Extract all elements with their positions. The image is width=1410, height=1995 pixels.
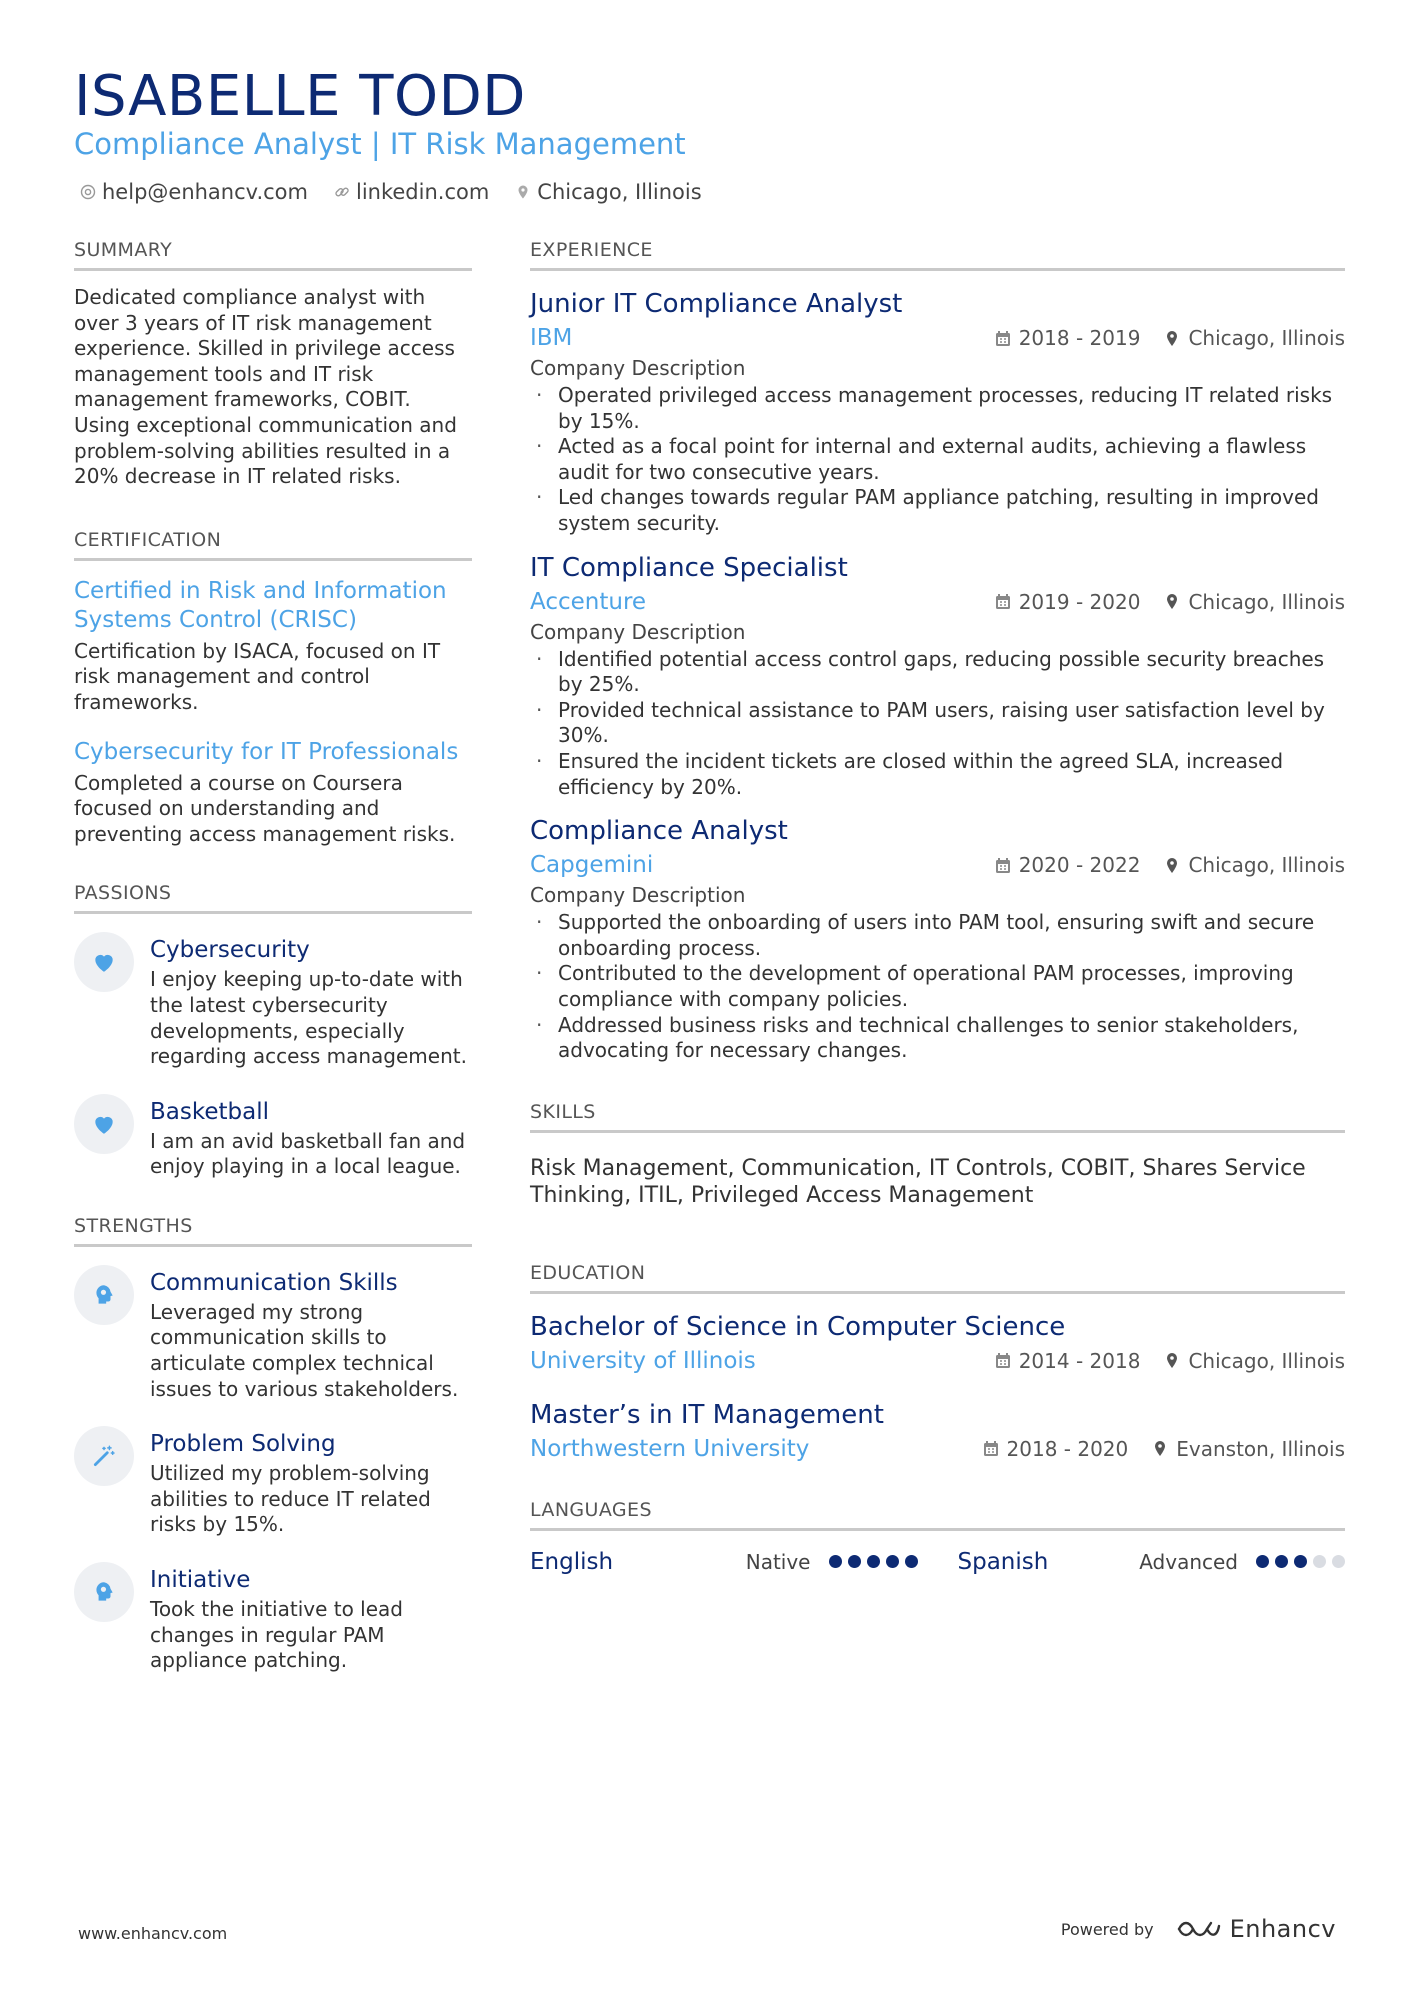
email-text: help@enhancv.com (102, 180, 308, 204)
rating-dot-empty (1332, 1555, 1345, 1568)
strength-icon-wrap (74, 1562, 134, 1622)
strength-desc: Utilized my problem-solving abilities to reduce IT related risks by 15%. (150, 1461, 431, 1537)
education-heading: EDUCATION (530, 1261, 1345, 1294)
location-pin-icon (1164, 593, 1180, 610)
company-name: IBM (530, 325, 573, 351)
education-section (530, 1261, 1345, 1464)
strength-title: Problem Solving (150, 1431, 336, 1458)
company-description: Company Description (530, 883, 746, 908)
rating-dot-filled (886, 1555, 899, 1568)
heart-icon (91, 1111, 117, 1137)
strength-item (74, 1265, 472, 1402)
experience-section (530, 238, 1345, 1064)
passion-title: Cybersecurity (150, 937, 310, 964)
magic-wand-icon (91, 1443, 117, 1469)
skills-text: Risk Management, Communication, IT Controls, COBIT, Shares Service Thinking, ITIL, Privileged Access Management (530, 1155, 1306, 1208)
job-location: Chicago, Illinois (1188, 589, 1345, 614)
candidate-name: ISABELLE TODD (74, 64, 526, 129)
passion-icon-wrap (74, 1094, 134, 1154)
passions-heading: PASSIONS (74, 881, 472, 914)
brand-name: Enhancv (1229, 1915, 1336, 1943)
certification-title: Cybersecurity for IT Professionals (74, 738, 459, 765)
rating-dot-filled (829, 1555, 842, 1568)
job-bullets (530, 647, 1345, 801)
strengths-heading: STRENGTHS (74, 1214, 472, 1247)
education-dates: 2018 - 2020 (1006, 1436, 1129, 1461)
language-rating (829, 1555, 918, 1568)
strength-item (74, 1562, 472, 1674)
experience-heading: EXPERIENCE (530, 238, 1345, 271)
job-bullet: · Operated privileged access management processes, reducing IT related risks by 15%. (530, 383, 1345, 434)
company-name: Capgemini (530, 852, 654, 879)
rating-dot-empty (1313, 1555, 1326, 1568)
certification-section (74, 528, 472, 848)
footer-branding (1061, 1915, 1336, 1943)
location-text: Chicago, Illinois (537, 180, 702, 204)
passion-title: Basketball (150, 1098, 269, 1125)
degree-title: Bachelor of Science in Computer Science (530, 1311, 1066, 1342)
passion-desc: I enjoy keeping up-to-date with the latest cybersecurity developments, especially regarding access management. (150, 967, 467, 1069)
languages-section (530, 1498, 1345, 1577)
job-bullet: · Identified potential access control gaps, reducing possible security breaches by 25%. (530, 647, 1345, 698)
location-pin-icon (1164, 1352, 1180, 1369)
contact-email[interactable] (80, 178, 308, 206)
head-gear-icon (91, 1282, 117, 1308)
calendar-icon (995, 1352, 1011, 1369)
passion-icon-wrap (74, 932, 134, 992)
language-level: Native (745, 1549, 811, 1574)
education-entry (530, 1398, 1345, 1464)
job-dates: 2018 - 2019 (1018, 326, 1141, 350)
contact-bar (80, 178, 702, 206)
footer-website[interactable]: www.enhancv.com (78, 1924, 228, 1943)
rating-dot-filled (1275, 1555, 1288, 1568)
enhancv-logo-icon (1176, 1917, 1222, 1941)
education-location: Chicago, Illinois (1188, 1348, 1345, 1373)
certification-desc: Certification by ISACA, focused on IT risk management and control frameworks. (74, 638, 441, 714)
job-bullets (530, 383, 1345, 537)
language-name: English (530, 1548, 614, 1575)
job-bullets (530, 910, 1345, 1064)
job-title: IT Compliance Specialist (530, 552, 848, 583)
language-item (958, 1547, 1346, 1577)
degree-title: Master’s in IT Management (530, 1399, 884, 1430)
job-location: Chicago, Illinois (1188, 853, 1345, 878)
passion-item (74, 932, 472, 1069)
location-pin-icon (1152, 1440, 1168, 1457)
job-entry (530, 814, 1345, 1064)
rating-dot-filled (905, 1555, 918, 1568)
certification-heading: CERTIFICATION (74, 528, 472, 561)
head-gear-icon (91, 1579, 117, 1605)
strength-desc: Leveraged my strong communication skills to articulate complex technical issues to various stakeholders. (150, 1299, 459, 1401)
company-description: Company Description (530, 619, 746, 644)
language-name: Spanish (957, 1548, 1049, 1575)
skills-heading: SKILLS (530, 1100, 1345, 1133)
passions-section (74, 881, 472, 1180)
location-pin-icon (1164, 330, 1180, 347)
job-bullet: · Ensured the incident tickets are closed within the agreed SLA, increased efficiency by 20%. (530, 749, 1345, 800)
strength-item (74, 1426, 472, 1538)
right-column (530, 238, 1345, 1577)
languages-heading: LANGUAGES (530, 1498, 1345, 1531)
job-bullet: · Contributed to the development of operational PAM processes, improving compliance with company policies. (530, 961, 1345, 1012)
calendar-icon (995, 330, 1011, 347)
certification-title: Certified in Risk and Information Systems Control (CRISC) (74, 577, 447, 633)
link-icon (334, 184, 350, 200)
job-bullet: · Provided technical assistance to PAM users, raising user satisfaction level by 30%. (530, 698, 1345, 749)
job-dates: 2019 - 2020 (1018, 589, 1141, 614)
strengths-section (74, 1214, 472, 1674)
company-name: Accenture (530, 588, 647, 615)
linkedin-text: linkedin.com (355, 180, 490, 204)
rating-dot-filled (867, 1555, 880, 1568)
contact-linkedin[interactable] (334, 178, 489, 206)
job-bullet: · Addressed business risks and technical challenges to senior stakeholders, advocating for necessary changes. (530, 1013, 1345, 1064)
summary-section (74, 238, 472, 490)
strength-icon-wrap (74, 1426, 134, 1486)
at-icon (80, 184, 96, 200)
certification-item (74, 738, 472, 848)
passion-item (74, 1094, 472, 1180)
rating-dot-filled (848, 1555, 861, 1568)
candidate-title: Compliance Analyst | IT Risk Management (74, 127, 686, 161)
school-name: Northwestern University (530, 1435, 810, 1462)
brand-logo[interactable] (1176, 1915, 1336, 1943)
contact-location (515, 178, 701, 206)
job-entry (530, 551, 1345, 801)
calendar-icon (983, 1440, 999, 1457)
job-title: Compliance Analyst (530, 816, 788, 847)
job-bullet: · Led changes towards regular PAM appliance patching, resulting in improved system security. (530, 485, 1345, 536)
job-title: Junior IT Compliance Analyst (530, 289, 903, 319)
passion-desc: I am an avid basketball fan and enjoy playing in a local league. (150, 1128, 466, 1179)
rating-dot-filled (1256, 1555, 1269, 1568)
location-pin-icon (515, 184, 531, 200)
education-entry (530, 1310, 1345, 1376)
strength-title: Initiative (150, 1567, 251, 1594)
strength-icon-wrap (74, 1265, 134, 1325)
job-bullet: · Acted as a focal point for internal and external audits, achieving a flawless audit for two consecutive years. (530, 434, 1345, 485)
strength-desc: Took the initiative to lead changes in regular PAM appliance patching. (150, 1597, 403, 1673)
location-pin-icon (1164, 857, 1180, 874)
education-dates: 2014 - 2018 (1018, 1348, 1141, 1373)
heart-icon (91, 949, 117, 975)
job-dates: 2020 - 2022 (1018, 853, 1141, 878)
job-location: Chicago, Illinois (1188, 326, 1345, 350)
left-column (74, 238, 472, 1674)
certification-item (74, 577, 472, 716)
job-bullet: · Supported the onboarding of users into PAM tool, ensuring swift and secure onboarding process. (530, 910, 1345, 961)
language-rating (1256, 1555, 1345, 1568)
calendar-icon (995, 857, 1011, 874)
summary-heading: SUMMARY (74, 238, 472, 271)
strength-title: Communication Skills (150, 1269, 398, 1296)
language-level: Advanced (1139, 1549, 1238, 1574)
rating-dot-filled (1294, 1555, 1307, 1568)
company-description: Company Description (530, 356, 746, 380)
summary-text: Dedicated compliance analyst with over 3 years of IT risk management experience. Skilled in privilege access management tools and IT risk management frameworks, COBIT. Using exceptional communication and problem-solving abilities resulted in a 20% decrease in IT related risks. (74, 285, 457, 489)
job-entry (530, 287, 1345, 537)
language-item (530, 1547, 918, 1577)
education-location: Evanston, Illinois (1176, 1436, 1345, 1461)
skills-section (530, 1100, 1345, 1209)
school-name: University of Illinois (530, 1347, 756, 1374)
powered-by-label: Powered by (1060, 1919, 1154, 1939)
certification-desc: Completed a course on Coursera focused on understanding and preventing access management risks. (74, 770, 456, 846)
calendar-icon (995, 593, 1011, 610)
